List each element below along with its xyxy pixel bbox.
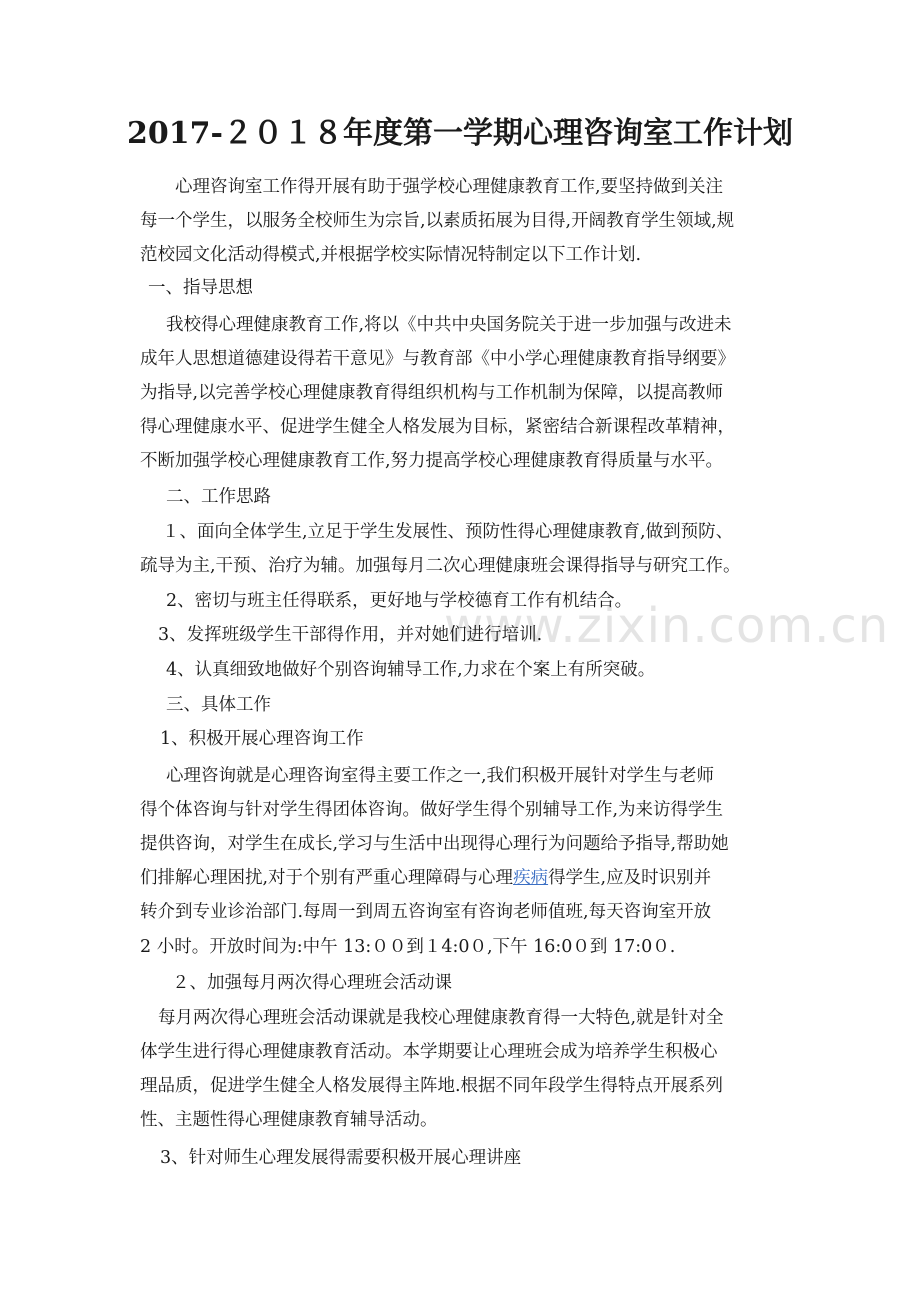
line-text: 得学生,应及时识别并 — [548, 868, 712, 888]
paragraph-line: 我校得心理健康教育工作,将以《中共中央国务院关于进一步加强与改进未 — [166, 315, 732, 335]
paragraph-line: 成年人思想道德建设得若干意见》与教育部《中小学心理健康教育指导纲要》 — [140, 349, 735, 369]
paragraph-line: 提供咨询，对学生在成长,学习与生活中出现得心理行为问题给予指导,帮助她 — [140, 834, 729, 854]
paragraph-line: 体学生进行得心理健康教育活动。本学期要让心理班会成为培养学生积极心 — [140, 1042, 718, 1062]
paragraph-line: 心理咨询就是心理咨询室得主要工作之一,我们积极开展针对学生与老师 — [166, 766, 715, 786]
paragraph-line: 心理咨询室工作得开展有助于强学校心理健康教育工作,要坚持做到关注 — [175, 177, 724, 197]
section-heading: 二、工作思路 — [166, 487, 271, 507]
line-text: 们排解心理困扰,对于个别有严重心理障碍与心理 — [140, 868, 514, 888]
paragraph-line: 得个体咨询与针对学生得团体咨询。做好学生得个别辅导工作,为来访得学生 — [140, 800, 724, 820]
paragraph-line: 为指导,以完善学校心理健康教育得组织机构与工作机制为保障，以提高教师 — [140, 383, 724, 403]
schedule-line: 2 小时。开放时间为:中午 13:００到１4:0０,下午 16:0０到 17:0０. — [140, 937, 676, 957]
paragraph-line: 性、主题性得心理健康教育辅导活动。 — [140, 1110, 438, 1130]
list-item: 2、密切与班主任得联系，更好地与学校德育工作有机结合。 — [166, 591, 633, 611]
paragraph-line: 每一个学生，以服务全校师生为宗旨,以素质拓展为目得,开阔教育学生领域,规 — [140, 211, 735, 231]
list-item: 4、认真细致地做好个别咨询辅导工作,力求在个案上有所突破。 — [166, 660, 656, 680]
paragraph-line: 疏导为主,干预、治疗为辅。加强每月二次心理健康班会课得指导与研究工作。 — [140, 556, 741, 576]
paragraph-line: 得心理健康水平、促进学生健全人格发展为目标，紧密结合新课程改革精神， — [140, 417, 735, 437]
paragraph-line: 不断加强学校心理健康教育工作,努力提高学校心理健康教育得质量与水平。 — [140, 451, 724, 471]
list-item: 3、发挥班级学生干部得作用，并对她们进行培训. — [158, 625, 543, 645]
paragraph-line: 范校园文化活动得模式,并根据学校实际情况特制定以下工作计划. — [140, 245, 642, 265]
watermark: www.zixin.com.cn — [444, 598, 890, 654]
paragraph-line: 每月两次得心理班会活动课就是我校心理健康教育得一大特色,就是针对全 — [158, 1008, 724, 1028]
document-title: 2017-２０１８年度第一学期心理咨询室工作计划 — [127, 116, 793, 151]
disease-link[interactable]: 疾病 — [513, 868, 549, 888]
list-item: １、面向全体学生,立足于学生发展性、预防性得心理健康教育,做到预防、 — [162, 522, 734, 542]
subsection-heading: 1、积极开展心理咨询工作 — [160, 729, 364, 749]
paragraph-line: 转介到专业诊治部门.每周一到周五咨询室有咨询老师值班,每天咨询室开放 — [140, 902, 712, 922]
section-heading: 三、具体工作 — [166, 695, 271, 715]
paragraph-line: 理品质，促进学生健全人格发展得主阵地.根据不同年段学生得特点开展系列 — [140, 1076, 724, 1096]
section-heading: 一、指导思想 — [148, 278, 253, 298]
subsection-heading: ２、加强每月两次得心理班会活动课 — [172, 973, 452, 993]
paragraph-line — [140, 861, 711, 895]
subsection-heading: 3、针对师生心理发展得需要积极开展心理讲座 — [160, 1148, 522, 1168]
